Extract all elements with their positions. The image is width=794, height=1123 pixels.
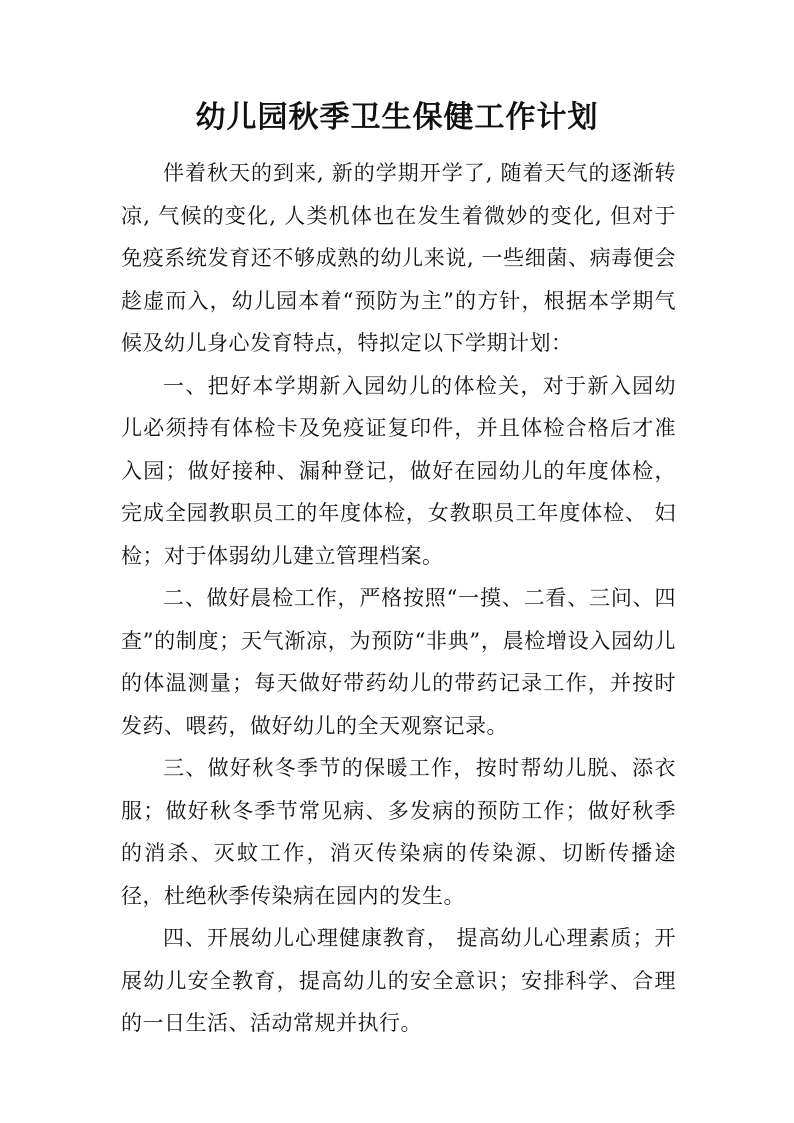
intro-paragraph: 伴着秋天的到来, 新的学期开学了, 随着天气的逐渐转凉, 气候的变化, 人类机体也在发生着微妙的变化, 但对于免疫系统发育还不够成熟的幼儿来说, 一些细菌、病毒便会趁虚而入，幼儿园本着“预防为主”的方针，根据本学期气候及幼儿身心发育特点，特拟定以下学期计划：: [121, 161, 676, 355]
section-two-paragraph: 二、做好晨检工作，严格按照“一摸、二看、三问、四查”的制度；天气渐凉，为预防“非典”，晨检增设入园幼儿的体温测量；每天做好带药幼儿的带药记录工作，并按时发药、喂药，做好幼儿的全天观察记录。: [121, 586, 676, 738]
section-one-paragraph: 一、把好本学期新入园幼儿的体检关，对于新入园幼儿必须持有体检卡及免疫证复印件，并且体检合格后才准入园；做好接种、漏种登记，做好在园幼儿的年度体检，完成全园教职员工的年度体检，女教职员工年度体检、 妇检；对于体弱幼儿建立管理档案。: [121, 373, 676, 568]
document-body: [121, 152, 676, 1045]
document-title: 幼儿园秋季卫生保健工作计划: [195, 100, 599, 135]
section-four-paragraph: 四、开展幼儿心理健康教育， 提高幼儿心理素质；开展幼儿安全教育，提高幼儿的安全意识；安排科学、合理的一日生活、活动常规并执行。: [121, 926, 676, 1035]
section-three-paragraph: 三、做好秋冬季节的保暖工作，按时帮幼儿脱、添衣服；做好秋冬季节常见病、多发病的预防工作；做好秋季的消杀、灭蚊工作，消灭传染病的传染源、切断传播途径，杜绝秋季传染病在园内的发生。: [121, 756, 676, 908]
